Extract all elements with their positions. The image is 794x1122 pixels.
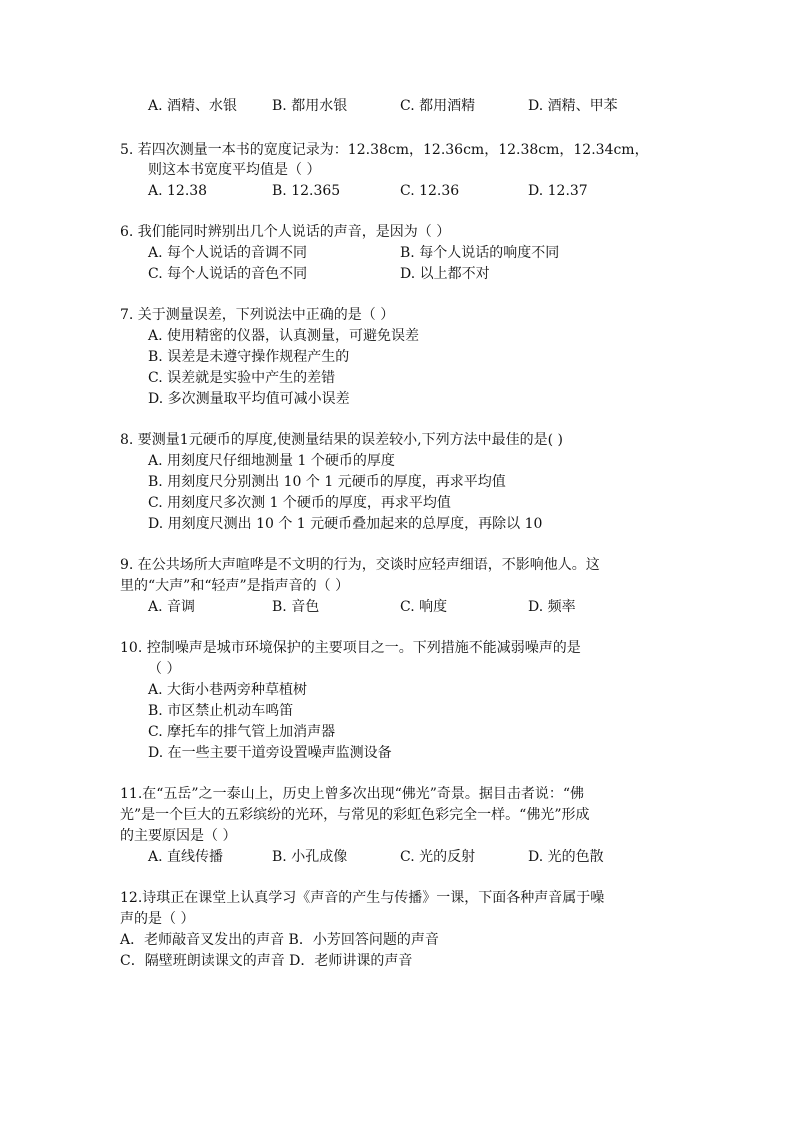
q12-stem-line1: 12.诗琪正在课堂上认真学习《声音的产生与传播》一课，下面各种声音属于噪 [120,890,605,906]
q9-option-c: C. 响度 [400,599,448,615]
q5-stem-line1: 5. 若四次测量一本书的宽度记录为：12.38cm，12.36cm，12.38cm，12.34cm， [120,142,649,158]
q11-option-a: A. 直线传播 [148,849,224,865]
q5-option-d: D. 12.37 [528,183,588,199]
q8-option-b: B. 用刻度尺分别测出 10 个 1 元硬币的厚度，再求平均值 [148,474,506,490]
q8-option-a: A. 用刻度尺仔细地测量 1 个硬币的厚度 [148,453,395,469]
q10-option-d: D. 在一些主要干道旁设置噪声监测设备 [148,745,392,761]
q7-option-d: D. 多次测量取平均值可减小误差 [148,391,350,407]
q10-option-b: B. 市区禁止机动车鸣笛 [148,703,294,719]
q12-options-line2: C．隔壁班朗读课文的声音 D．老师讲课的声音 [120,953,413,969]
q10-stem-line1: 10. 控制噪声是城市环境保护的主要项目之一。下列措施不能减弱噪声的是 [120,640,581,656]
q9-stem-line1: 9. 在公共场所大声喧哗是不文明的行为，交谈时应轻声细语，不影响他人。这 [120,557,600,573]
q7-option-a: A. 使用精密的仪器，认真测量，可避免误差 [148,328,420,344]
q6-option-c: C. 每个人说话的音色不同 [148,266,308,282]
q9-stem-line2: 里的“大声”和“轻声”是指声音的（ ） [120,578,350,594]
q12-options-line1: A．老师敲音叉发出的声音 B．小芳回答问题的声音 [120,932,439,948]
q10-option-c: C. 摩托车的排气管上加消声器 [148,724,336,740]
q9-option-d: D. 频率 [528,599,576,615]
q10-stem-line2: （ ） [148,661,181,677]
q12-stem-line2: 声的是（ ） [120,911,195,927]
q7-stem: 7. 关于测量误差，下列说法中正确的是（ ） [120,307,395,323]
q5-option-a: A. 12.38 [148,183,208,199]
q11-stem-line1: 11.在“五岳”之一泰山上，历史上曾多次出现“佛光”奇景。据目击者说：“佛 [120,786,585,802]
q6-option-a: A. 每个人说话的音调不同 [148,245,308,261]
q8-option-d: D. 用刻度尺测出 10 个 1 元硬币叠加起来的总厚度，再除以 10 [148,516,543,532]
q11-option-d: D. 光的色散 [528,849,604,865]
q4-option-a: A. 酒精、水银 [148,98,238,114]
q6-stem: 6. 我们能同时辨别出几个人说话的声音，是因为（ ） [120,224,451,240]
q6-option-b: B. 每个人说话的响度不同 [400,245,560,261]
q7-option-b: B. 误差是未遵守操作规程产生的 [148,349,350,365]
q4-option-d: D. 酒精、甲苯 [528,98,618,114]
q5-option-c: C. 12.36 [400,183,460,199]
q11-option-b: B. 小孔成像 [272,849,348,865]
q5-option-b: B. 12.365 [272,183,341,199]
q8-option-c: C. 用刻度尺多次测 1 个硬币的厚度，再求平均值 [148,495,451,511]
q4-option-c: C. 都用酒精 [400,98,476,114]
q8-stem: 8. 要测量1元硬币的厚度,使测量结果的误差较小,下列方法中最佳的是( ) [120,432,563,448]
q7-option-c: C. 误差就是实验中产生的差错 [148,370,336,386]
q10-option-a: A. 大街小巷两旁种草植树 [148,682,308,698]
q5-stem-line2: 则这本书宽度平均值是（ ） [148,162,321,178]
q11-option-c: C. 光的反射 [400,849,476,865]
q4-option-b: B. 都用水银 [272,98,348,114]
q11-stem-line2: 光”是一个巨大的五彩缤纷的光环，与常见的彩虹色彩完全一样。“佛光”形成 [120,807,590,823]
q11-stem-line3: 的主要原因是（ ） [120,828,237,844]
q9-option-a: A. 音调 [148,599,196,615]
q9-option-b: B. 音色 [272,599,320,615]
q6-option-d: D. 以上都不对 [400,266,490,282]
